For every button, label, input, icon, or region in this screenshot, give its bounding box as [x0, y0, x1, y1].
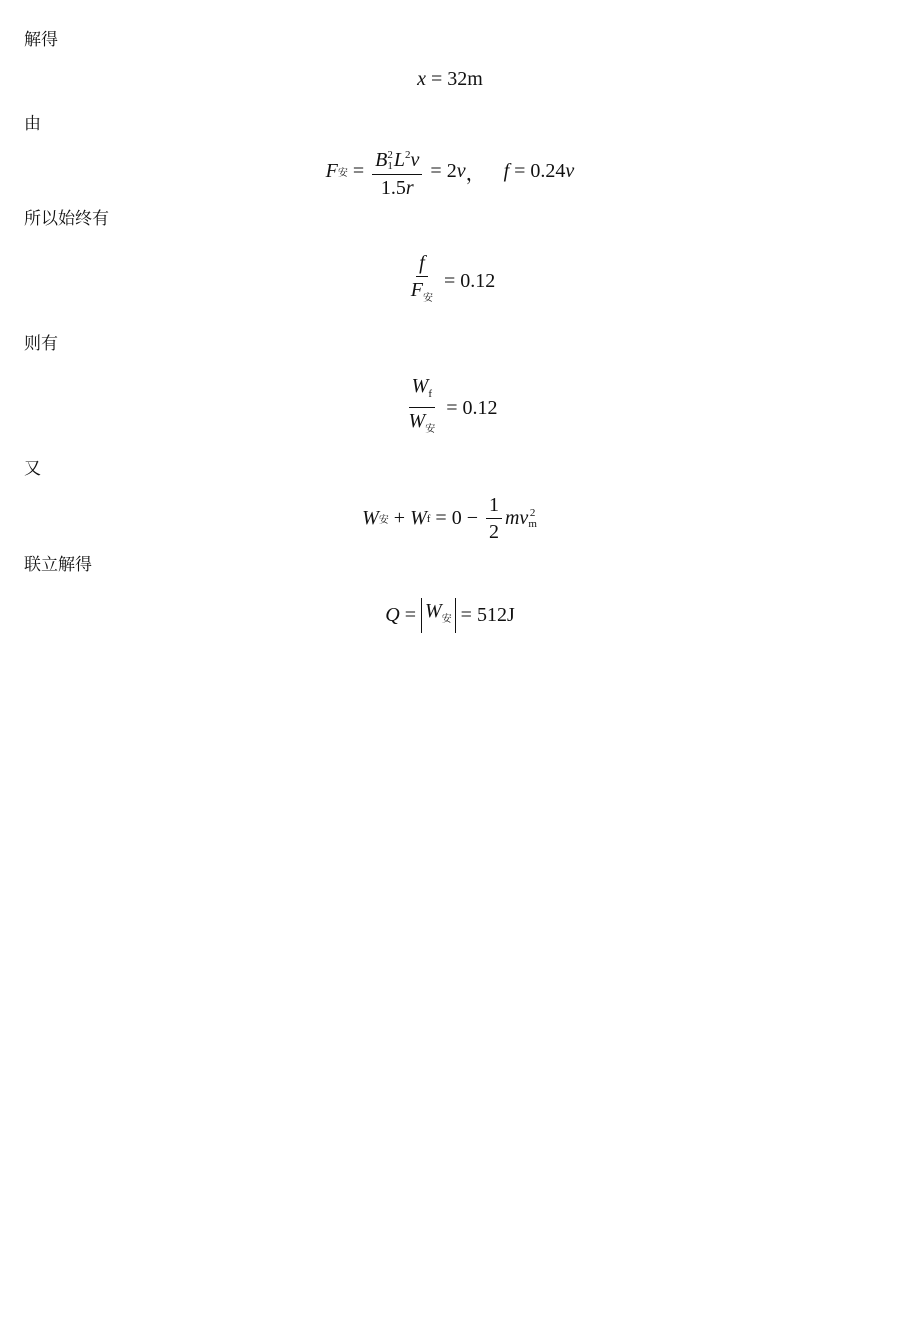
equals-sign: = — [352, 160, 365, 183]
var-v: v — [456, 160, 466, 183]
var-f: f — [503, 160, 510, 183]
var-W: W — [411, 375, 429, 397]
sup-2: 2 — [529, 506, 536, 519]
equals-sign: = — [443, 269, 456, 292]
sub-an: 安 — [425, 424, 436, 435]
equation-x — [0, 68, 900, 91]
value-2: 2 — [446, 160, 457, 183]
fraction-half — [486, 494, 502, 543]
var-m: m — [504, 507, 520, 529]
equation-Q — [0, 598, 900, 633]
equals-sign: = — [435, 507, 447, 529]
var-x: x — [417, 68, 427, 90]
text-line-you: 由 — [24, 114, 41, 134]
value-32m: 32m — [447, 68, 483, 90]
var-W: W — [362, 507, 379, 529]
equals-sign: = — [446, 396, 458, 419]
text-line-you2: 又 — [24, 459, 41, 479]
plus-sign: + — [393, 507, 406, 529]
var-v: v — [519, 507, 529, 529]
text-line-lianli: 联立解得 — [24, 555, 92, 575]
sub-f: f — [428, 388, 433, 400]
equals-sign: = — [430, 160, 442, 183]
absolute-value — [421, 598, 456, 633]
var-B: B — [375, 149, 388, 171]
sub-an: 安 — [422, 293, 433, 304]
sup-2: 2 — [387, 149, 393, 162]
value-0: 0 — [451, 507, 462, 529]
var-F: F — [410, 279, 423, 301]
equals-sign: = — [404, 604, 416, 626]
comma: ， — [465, 161, 486, 186]
sub-an: 安 — [441, 614, 452, 625]
value-0-24: 0.24 — [530, 160, 566, 183]
value-1: 1 — [488, 494, 499, 516]
fraction-f-F — [408, 252, 436, 310]
value-2: 2 — [488, 521, 499, 543]
equation-Wf-over-Wan — [0, 375, 900, 441]
var-Q: Q — [385, 604, 400, 626]
var-f: f — [419, 252, 425, 274]
value-512J: 512J — [476, 604, 515, 626]
var-L: L — [393, 149, 406, 171]
value-1-5: 1.5 — [380, 177, 406, 200]
sub-1: 1 — [387, 160, 393, 173]
equation-f-over-F — [0, 252, 900, 310]
var-v: v — [410, 149, 420, 171]
minus-sign: − — [466, 507, 478, 529]
fraction-B2L2v — [372, 144, 422, 199]
sub-an: 安 — [378, 515, 389, 526]
equation-ampere-force — [0, 144, 900, 199]
equation-energy — [0, 494, 900, 543]
text-line-suoyi: 所以始终有 — [24, 209, 109, 229]
value-0-12: 0.12 — [462, 396, 498, 419]
var-F: F — [325, 160, 338, 183]
text-line-zeyou: 则有 — [24, 334, 58, 354]
value-0-12: 0.12 — [460, 269, 496, 292]
sub-f: f — [426, 512, 431, 525]
sub-m: m — [528, 517, 537, 530]
equals-sign: = — [460, 604, 472, 626]
equals-sign: = — [514, 160, 526, 183]
var-v: v — [565, 160, 575, 183]
text-line-jiede: 解得 — [24, 30, 58, 50]
var-W: W — [410, 507, 427, 529]
var-r: r — [405, 177, 414, 200]
equals-sign: = — [431, 68, 443, 90]
var-W: W — [424, 600, 442, 622]
var-W: W — [408, 410, 426, 432]
sup-2: 2 — [405, 149, 411, 161]
fraction-Wf-Wan — [406, 375, 439, 441]
sub-an: 安 — [337, 168, 348, 180]
